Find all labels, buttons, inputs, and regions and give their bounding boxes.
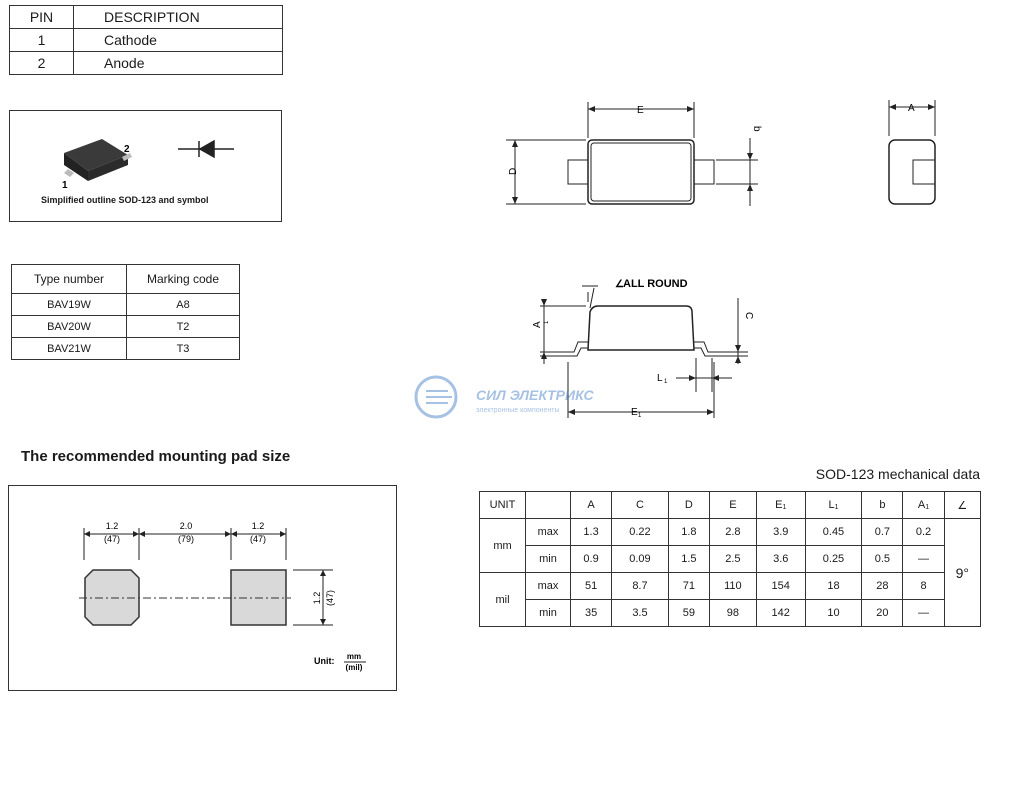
angle-mark: ∠ bbox=[615, 279, 624, 290]
table-row bbox=[12, 316, 240, 338]
diode-symbol-icon bbox=[178, 141, 234, 157]
dim-a-label: A bbox=[908, 103, 915, 114]
value-cell: — bbox=[903, 546, 944, 573]
mechanical-header-row bbox=[480, 492, 981, 519]
col-header: A bbox=[571, 492, 612, 519]
col-header: E bbox=[709, 492, 756, 519]
pin-description: Cathode bbox=[74, 29, 283, 52]
dim-e1-label: E bbox=[631, 407, 638, 418]
value-cell: 2.8 bbox=[709, 519, 756, 546]
row-label: max bbox=[526, 573, 571, 600]
value-cell: 8 bbox=[903, 573, 944, 600]
pin2-label: 2 bbox=[124, 144, 130, 155]
dim-e1-sub: 1 bbox=[638, 413, 642, 419]
value-cell: 3.6 bbox=[756, 546, 805, 573]
col-header: $L_1$ bbox=[805, 492, 862, 519]
value-cell: 10 bbox=[805, 600, 862, 627]
marking-code: T3 bbox=[127, 338, 240, 360]
table-row bbox=[480, 600, 981, 627]
col-header: D bbox=[668, 492, 709, 519]
dim2-mm: 2.0 bbox=[179, 521, 193, 531]
side-lead bbox=[913, 160, 935, 184]
dim3-mil: (47) bbox=[249, 534, 267, 544]
angle-value: 9° bbox=[944, 519, 980, 627]
dim2-mil: (79) bbox=[177, 534, 195, 544]
type-number: BAV19W bbox=[12, 294, 127, 316]
value-cell: 3.5 bbox=[612, 600, 669, 627]
blank-header bbox=[526, 492, 571, 519]
watermark-logo bbox=[412, 375, 622, 421]
value-cell: 51 bbox=[571, 573, 612, 600]
unit-cell: mil bbox=[480, 573, 526, 627]
marking-code-header: Marking code bbox=[127, 265, 240, 294]
mounting-title: The recommended mounting pad size bbox=[21, 448, 291, 465]
dim-c-label: C bbox=[743, 312, 754, 320]
dim-d-label: D bbox=[508, 167, 519, 175]
value-cell: 2.5 bbox=[709, 546, 756, 573]
lead-right bbox=[694, 160, 714, 184]
dim3-mm: 1.2 bbox=[251, 521, 265, 531]
value-cell: 98 bbox=[709, 600, 756, 627]
dim1-mil: (47) bbox=[103, 534, 121, 544]
table-row bbox=[12, 294, 240, 316]
value-cell: 0.22 bbox=[612, 519, 669, 546]
table-row bbox=[12, 338, 240, 360]
dim-l1-label: L bbox=[657, 373, 663, 384]
outline-caption: Simplified outline SOD-123 and symbol bbox=[41, 195, 209, 205]
marking-code: T2 bbox=[127, 316, 240, 338]
table-row bbox=[10, 29, 283, 52]
side-view-drawing bbox=[880, 98, 944, 208]
front-body bbox=[588, 306, 694, 350]
value-cell: 1.5 bbox=[668, 546, 709, 573]
dim-l1-sub: 1 bbox=[664, 379, 668, 385]
value-cell: 20 bbox=[862, 600, 903, 627]
mechanical-table bbox=[479, 491, 981, 627]
value-cell: 0.45 bbox=[805, 519, 862, 546]
value-cell: 154 bbox=[756, 573, 805, 600]
unit-label: Unit: bbox=[314, 656, 335, 666]
value-cell: 0.9 bbox=[571, 546, 612, 573]
dim1-mm: 1.2 bbox=[105, 521, 119, 531]
marking-code: A8 bbox=[127, 294, 240, 316]
front-lead-left bbox=[540, 342, 588, 352]
type-number-header: Type number bbox=[12, 265, 127, 294]
dim-b-label: b bbox=[751, 126, 762, 132]
col-header: C bbox=[612, 492, 669, 519]
dim-a1-label: A bbox=[532, 321, 543, 328]
pin-number: 1 bbox=[10, 29, 74, 52]
value-cell: 142 bbox=[756, 600, 805, 627]
body-inner bbox=[591, 143, 691, 201]
unit-cell: mm bbox=[480, 519, 526, 573]
value-cell: 59 bbox=[668, 600, 709, 627]
height-mm: 1.2 bbox=[312, 591, 322, 605]
marking-table bbox=[11, 264, 240, 360]
all-round-label: ALL ROUND bbox=[623, 278, 688, 290]
row-label: min bbox=[526, 600, 571, 627]
value-cell: 0.5 bbox=[862, 546, 903, 573]
type-number: BAV20W bbox=[12, 316, 127, 338]
watermark bbox=[412, 375, 622, 426]
unit-mm: mm bbox=[346, 652, 362, 661]
value-cell: 3.9 bbox=[756, 519, 805, 546]
type-number: BAV21W bbox=[12, 338, 127, 360]
watermark-subtitle: электронные компоненты bbox=[476, 407, 560, 414]
table-row bbox=[10, 52, 283, 75]
marking-table-header bbox=[12, 265, 240, 294]
dim-a1-sub: 1 bbox=[544, 320, 550, 324]
mechanical-title: SOD-123 mechanical data bbox=[815, 466, 980, 482]
outline-symbol-box bbox=[9, 110, 282, 222]
pin-table bbox=[9, 5, 283, 75]
angle-header: ∠ bbox=[944, 492, 980, 519]
value-cell: 35 bbox=[571, 600, 612, 627]
mounting-pad-drawing bbox=[9, 486, 396, 690]
value-cell: — bbox=[903, 600, 944, 627]
value-cell: 110 bbox=[709, 573, 756, 600]
value-cell: 1.3 bbox=[571, 519, 612, 546]
dim-e-label: E bbox=[637, 105, 644, 116]
value-cell: 8.7 bbox=[612, 573, 669, 600]
mounting-pad-box bbox=[8, 485, 397, 691]
value-cell: 28 bbox=[862, 573, 903, 600]
table-row bbox=[480, 546, 981, 573]
body-outline bbox=[588, 140, 694, 204]
watermark-title: СИЛ ЭЛЕКТРИКС bbox=[476, 387, 594, 403]
pin-table-header bbox=[10, 6, 283, 29]
height-mil: (47) bbox=[325, 589, 335, 607]
col-header: b bbox=[862, 492, 903, 519]
value-cell: 18 bbox=[805, 573, 862, 600]
row-label: max bbox=[526, 519, 571, 546]
description-header: DESCRIPTION bbox=[74, 6, 283, 29]
value-cell: 0.09 bbox=[612, 546, 669, 573]
value-cell: 0.2 bbox=[903, 519, 944, 546]
lead-left bbox=[568, 160, 588, 184]
value-cell: 0.7 bbox=[862, 519, 903, 546]
pin-number: 2 bbox=[10, 52, 74, 75]
col-header: $E_1$ bbox=[756, 492, 805, 519]
value-cell: 1.8 bbox=[668, 519, 709, 546]
table-row bbox=[480, 573, 981, 600]
unit-mil: (mil) bbox=[345, 663, 363, 672]
table-row bbox=[480, 519, 981, 546]
row-label: min bbox=[526, 546, 571, 573]
unit-header: UNIT bbox=[480, 492, 526, 519]
top-view-drawing bbox=[496, 96, 766, 212]
value-cell: 71 bbox=[668, 573, 709, 600]
pin1-label: 1 bbox=[62, 180, 68, 191]
side-body bbox=[889, 140, 935, 204]
pin-header: PIN bbox=[10, 6, 74, 29]
pin-description: Anode bbox=[74, 52, 283, 75]
col-header: $A_1$ bbox=[903, 492, 944, 519]
value-cell: 0.25 bbox=[805, 546, 862, 573]
